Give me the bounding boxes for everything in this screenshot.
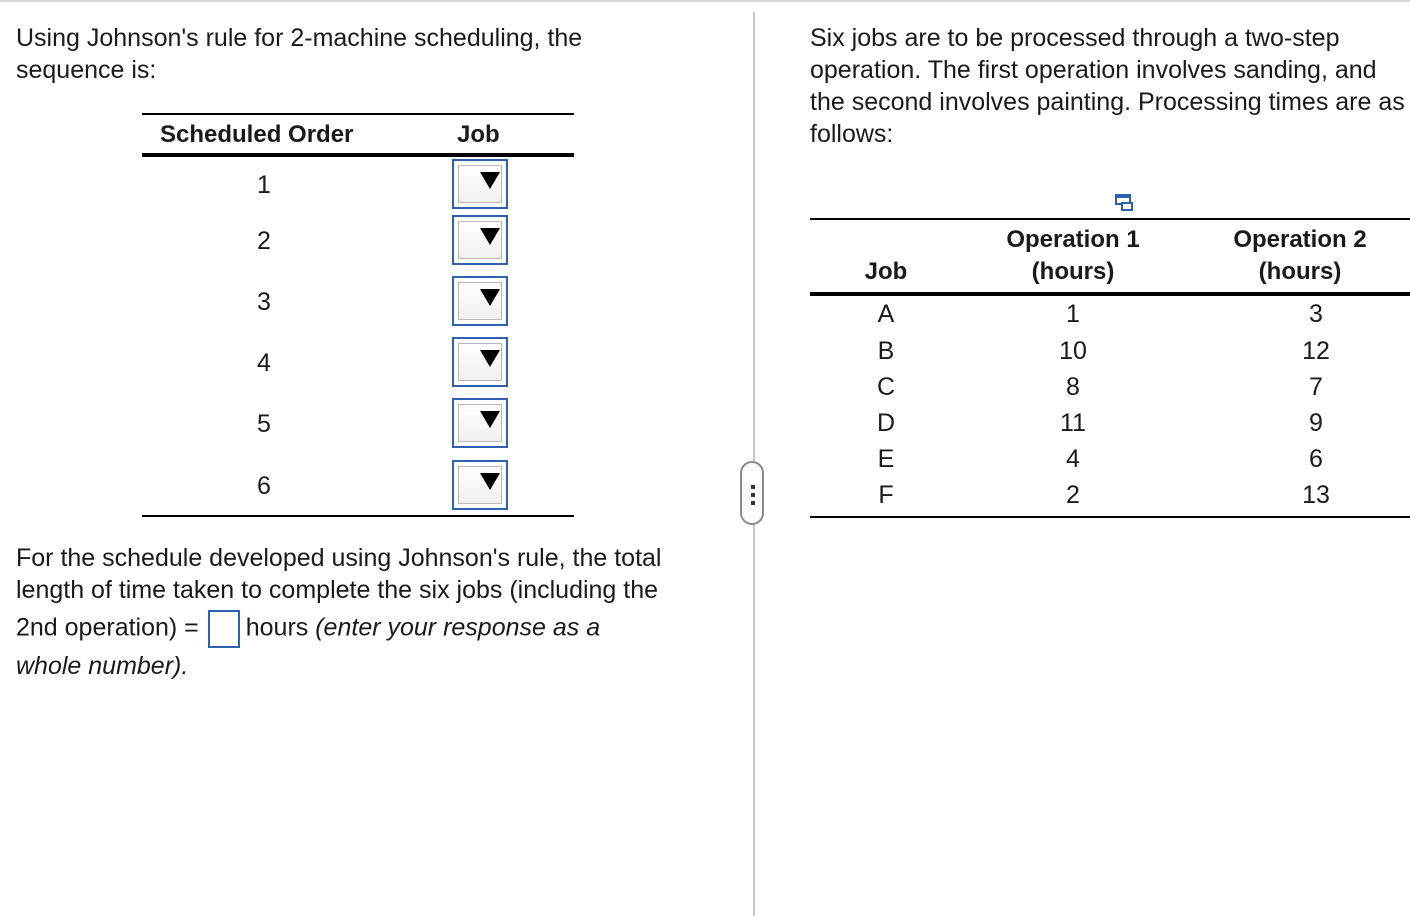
sequence-rows: [142, 157, 574, 515]
dropdown-arrow-icon: [480, 289, 500, 306]
processing-times-table: [810, 218, 1410, 518]
sequence-row: [142, 398, 574, 452]
op2-cell: 9: [1309, 409, 1323, 437]
header-scheduled-order: Scheduled Order: [160, 121, 354, 148]
order-number: 6: [257, 472, 271, 500]
table-row: [810, 477, 1410, 513]
sequence-row: [142, 460, 574, 514]
job-cell: E: [877, 445, 895, 473]
header-operation-1: Operation 1 (hours): [1006, 226, 1140, 285]
answer-prefix: 2nd operation) =: [16, 613, 199, 642]
sequence-table-header: [142, 115, 574, 157]
processing-table-body: [810, 296, 1410, 516]
op1-cell: 4: [1066, 445, 1080, 473]
order-number: 2: [257, 227, 271, 255]
copy-to-spreadsheet-icon[interactable]: [1114, 192, 1136, 214]
table-row: [810, 296, 1410, 332]
job-dropdown-5[interactable]: [452, 398, 508, 448]
job-dropdown-6[interactable]: [452, 460, 508, 510]
sequence-row: [142, 337, 574, 391]
dropdown-arrow-icon: [480, 172, 500, 189]
op1-cell: 10: [1059, 337, 1087, 365]
job-cell: C: [876, 373, 896, 401]
sequence-row: [142, 215, 574, 269]
op1-cell: 1: [1066, 300, 1080, 328]
total-hours-input[interactable]: [208, 610, 240, 648]
intro-text: Using Johnson's rule for 2-machine scheduling, the sequence is:: [16, 24, 583, 84]
answer-block: [16, 542, 716, 682]
sequence-row: [142, 159, 574, 213]
answer-line-1: For the schedule developed using Johnson's rule, the total: [16, 544, 662, 572]
answer-units: hours: [245, 613, 309, 642]
processing-table-header: [810, 220, 1410, 296]
op1-cell: 8: [1066, 373, 1080, 401]
op1-cell: 2: [1066, 481, 1080, 509]
job-dropdown-2[interactable]: [452, 215, 508, 265]
job-cell: D: [876, 409, 896, 437]
op2-cell: 13: [1302, 481, 1330, 509]
drag-handle-icon: [751, 485, 755, 507]
table-row: [810, 405, 1410, 441]
sequence-row: [142, 276, 574, 330]
order-number: 5: [257, 410, 271, 438]
job-dropdown-4[interactable]: [452, 337, 508, 387]
op2-cell: 6: [1309, 445, 1323, 473]
dropdown-arrow-icon: [480, 350, 500, 367]
op1-cell: 11: [1060, 409, 1086, 437]
header-operation-2: Operation 2 (hours): [1233, 226, 1367, 285]
header-job: Job: [864, 258, 908, 285]
job-cell: B: [877, 337, 895, 365]
op2-cell: 3: [1309, 300, 1323, 328]
answer-note-continued: whole number).: [16, 652, 189, 680]
job-cell: F: [878, 481, 894, 509]
order-number: 1: [257, 171, 271, 199]
header-job: Job: [457, 121, 500, 148]
pane-resize-handle[interactable]: [740, 461, 764, 525]
job-dropdown-3[interactable]: [452, 276, 508, 326]
op2-cell: 7: [1309, 373, 1323, 401]
table-row: [810, 333, 1410, 369]
job-dropdown-1[interactable]: [452, 159, 508, 209]
dropdown-arrow-icon: [480, 228, 500, 245]
table-row: [810, 369, 1410, 405]
job-cell: A: [877, 300, 895, 328]
op2-cell: 12: [1302, 337, 1330, 365]
answer-line-2: length of time taken to complete the six jobs (including the: [16, 576, 659, 604]
answer-line-3: [16, 610, 716, 648]
answer-note: (enter your response as a: [315, 613, 601, 642]
dropdown-arrow-icon: [480, 411, 500, 428]
problem-text: Six jobs are to be processed through a two-step operation. The first operation involves sanding, and the second involves painting. Processing times are as follows:: [810, 24, 1405, 148]
sequence-table: [142, 113, 574, 517]
order-number: 4: [257, 349, 271, 377]
dropdown-arrow-icon: [480, 473, 500, 490]
table-row: [810, 441, 1410, 477]
order-number: 3: [257, 288, 271, 316]
